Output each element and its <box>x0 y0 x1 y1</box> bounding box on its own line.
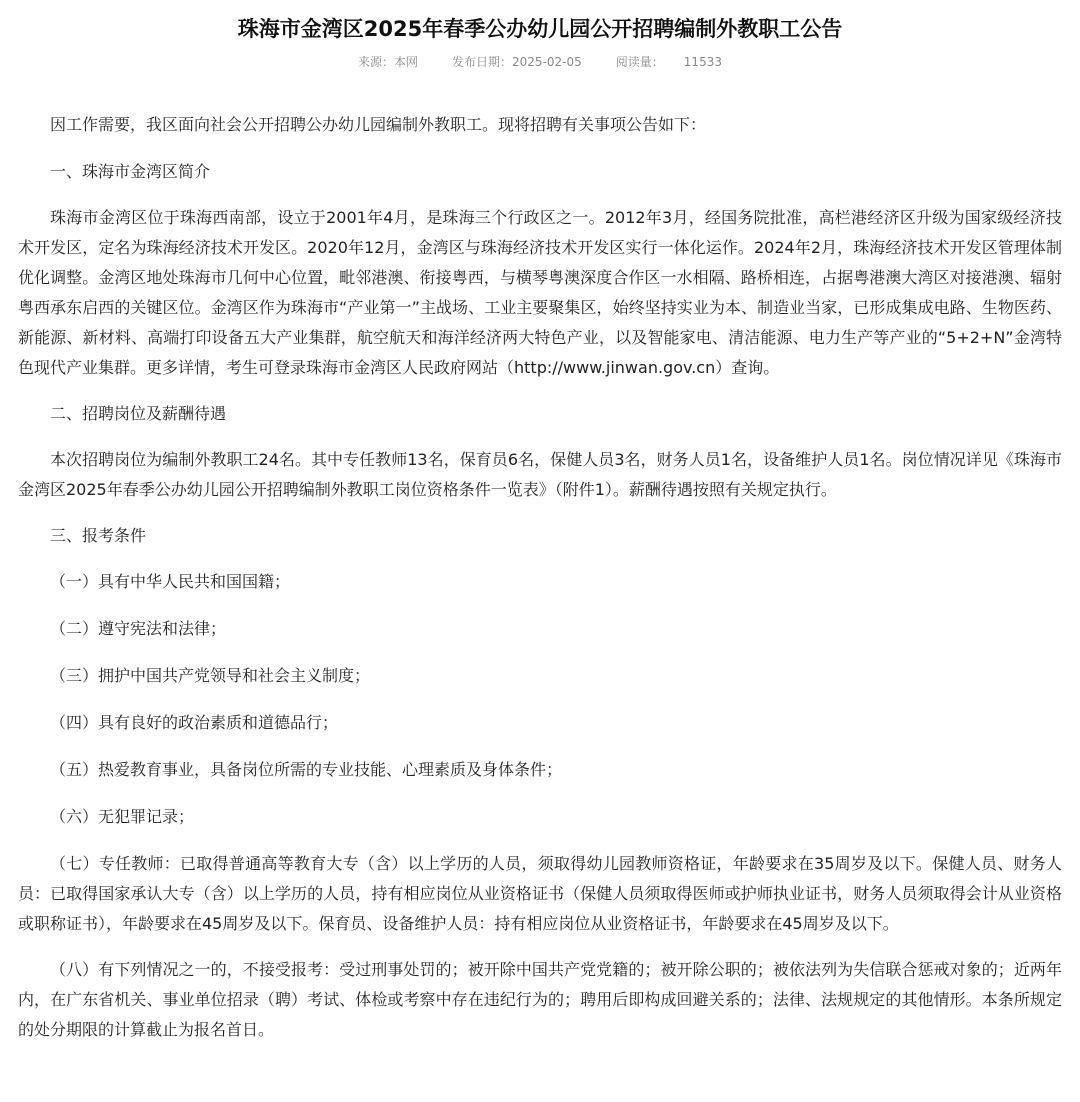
section-heading-positions: 二、招聘岗位及薪酬待遇 <box>50 404 227 423</box>
condition-item: （七）专任教师：已取得普通高等教育大专（含）以上学历的人员，须取得幼儿园教师资格证，年龄要求在35周岁及以下。保健人员、财务人员：已取得国家承认大专（含）以上学历的人员，持有相应岗位从业资格证书（保健人员须取得医师或护师执业证书，财务人员须取得会计从业资格或职称证书），年龄要求在45周岁及以下。保育员、设备维护人员：持有相应岗位从业资格证书，年龄要求在45周岁及以下。 <box>18 854 1062 933</box>
condition-item: （二）遵守宪法和法律； <box>50 619 227 638</box>
page-title: 珠海市金湾区2025年春季公办幼儿园公开招聘编制外教职工公告 <box>237 17 843 41</box>
condition-item: （一）具有中华人民共和国国籍； <box>50 572 291 591</box>
article-body <box>18 110 1062 1045</box>
condition-item: （五）热爱教育事业，具备岗位所需的专业技能、心理素质及身体条件； <box>50 760 563 779</box>
source-label: 来源：本网 <box>358 55 419 69</box>
section-heading-conditions: 三、报考条件 <box>50 526 147 545</box>
views-label: 阅读量： <box>615 55 664 69</box>
condition-item: （八）有下列情况之一的，不接受报考：受过刑事处罚的；被开除中国共产党党籍的；被开除公职的；被依法列为失信联合惩戒对象的；近两年内，在广东省机关、事业单位招录（聘）考试、体检或考察中存在违纪行为的；聘用后即构成回避关系的；法律、法规规定的其他情形。本条所规定的处分期限的计算截止为报名首日。 <box>18 960 1062 1039</box>
intro-paragraph: 因工作需要，我区面向社会公开招聘公办幼儿园编制外教职工。现将招聘有关事项公告如下： <box>50 115 707 134</box>
condition-item: （三）拥护中国共产党领导和社会主义制度； <box>50 666 371 685</box>
condition-item: （六）无犯罪记录； <box>50 807 195 826</box>
article <box>18 0 1062 1045</box>
section-heading-intro: 一、珠海市金湾区简介 <box>50 162 211 181</box>
views-count: 11533 <box>683 55 722 69</box>
section-body-intro: 珠海市金湾区位于珠海西南部，设立于2001年4月，是珠海三个行政区之一。2012年3月，经国务院批准，高栏港经济区升级为国家级经济技术开发区，定名为珠海经济技术开发区。2020年12月，金湾区与珠海经济技术开发区实行一体化运作。2024年2月，珠海经济技术开发区管理体制优化调整。金湾区地处珠海市几何中心位置，毗邻港澳、衔接粤西，与横琴粤澳深度合作区一水相隔、路桥相连，占据粤港澳大湾区对接港澳、辐射粤西承东启西的关键区位。金湾区作为珠海市“产业第一”主战场、工业主要聚集区，始终坚持实业为本、制造业当家，已形成集成电路、生物医药、新能源、新材料、高端打印设备五大产业集群，航空航天和海洋经济两大特色产业，以及智能家电、清洁能源、电力生产等产业的“5+2+N”金湾特色现代产业集群。更多详情，考生可登录珠海市金湾区人民政府网站（http://www.jinwan.gov.cn）查询。 <box>18 208 1062 377</box>
article-meta <box>18 54 1062 70</box>
section-body-positions: 本次招聘岗位为编制外教职工24名。其中专任教师13名，保育员6名，保健人员3名，财务人员1名，设备维护人员1名。岗位情况详见《珠海市金湾区2025年春季公办幼儿园公开招聘编制外教职工岗位资格条件一览表》（附件1）。薪酬待遇按照有关规定执行。 <box>18 450 1062 499</box>
publish-date: 发布日期：2025-02-05 <box>452 55 582 69</box>
condition-item: （四）具有良好的政治素质和道德品行； <box>50 713 339 732</box>
